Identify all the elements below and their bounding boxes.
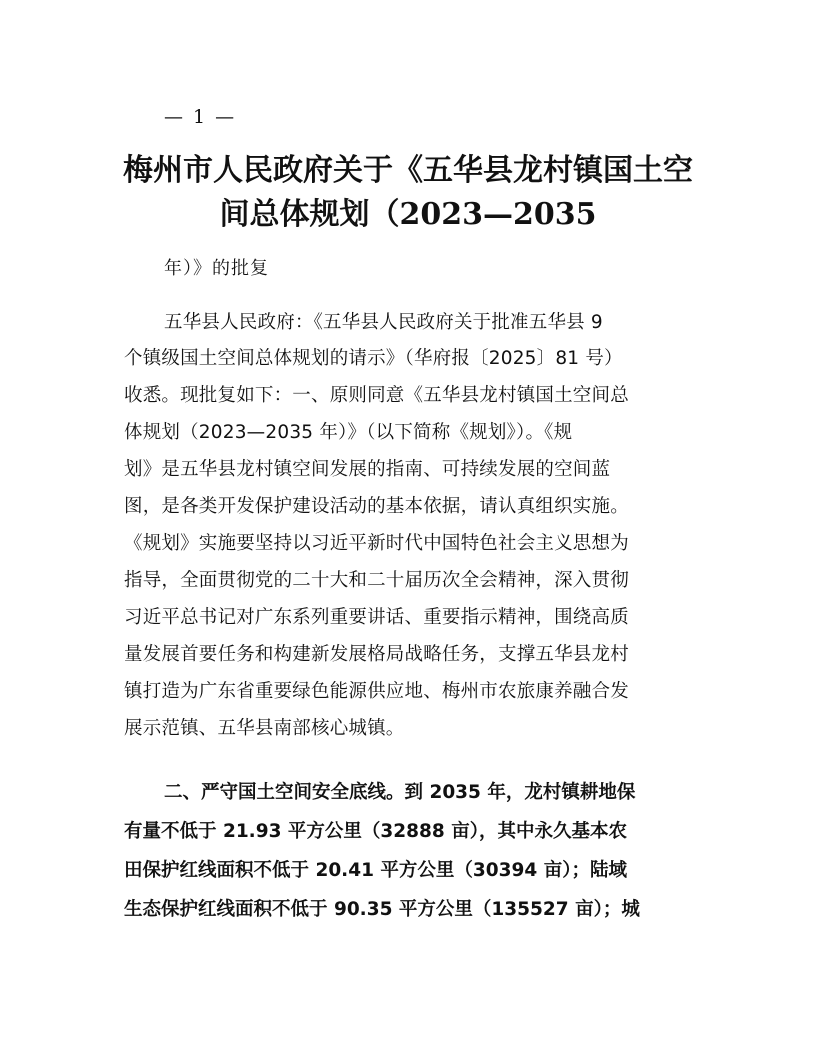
body-line: 指导，全面贯彻党的二十大和二十届历次全会精神，深入贯彻 (124, 570, 629, 591)
section-two-line: 有量不低于 21.93 平方公里（32888 亩），其中永久基本农 (124, 821, 627, 842)
body-line: 个镇级国土空间总体规划的请示》（华府报〔2025〕81 号） (124, 348, 623, 369)
document-title-continuation: 年）》的批复 (164, 258, 269, 279)
body-line: 收悉。现批复如下：一、原则同意《五华县龙村镇国土空间总 (124, 385, 629, 406)
document-title-line-1: 梅州市人民政府关于《五华县龙村镇国土空 (123, 153, 693, 188)
body-line: 划》是五华县龙村镇空间发展的指南、可持续发展的空间蓝 (124, 459, 611, 480)
body-line: 量发展首要任务和构建新发展格局战略任务，支撑五华县龙村 (124, 644, 629, 665)
body-line: 展示范镇、五华县南部核心城镇。 (124, 718, 405, 739)
document-title-line-2: 间总体规划（2023—2035 (219, 197, 597, 232)
body-line: 体规划（2023—2035 年）》（以下简称《规划》）。《规 (124, 422, 573, 443)
body-line: 习近平总书记对广东系列重要讲话、重要指示精神，围绕高质 (124, 607, 629, 628)
body-line: 镇打造为广东省重要绿色能源供应地、梅州市农旅康养融合发 (124, 681, 629, 702)
section-two-line: 二、严守国土空间安全底线。到 2035 年，龙村镇耕地保 (164, 782, 636, 803)
page-number: — 1 — (164, 106, 237, 128)
body-line: 五华县人民政府：《五华县人民政府关于批准五华县 9 (164, 312, 603, 333)
section-two-line: 田保护红线面积不低于 20.41 平方公里（30394 亩）；陆域 (124, 860, 627, 881)
body-line: 图，是各类开发保护建设活动的基本依据，请认真组织实施。 (124, 496, 629, 517)
body-line: 《规划》实施要坚持以习近平新时代中国特色社会主义思想为 (124, 533, 629, 554)
section-two-line: 生态保护红线面积不低于 90.35 平方公里（135527 亩）；城 (124, 899, 640, 920)
